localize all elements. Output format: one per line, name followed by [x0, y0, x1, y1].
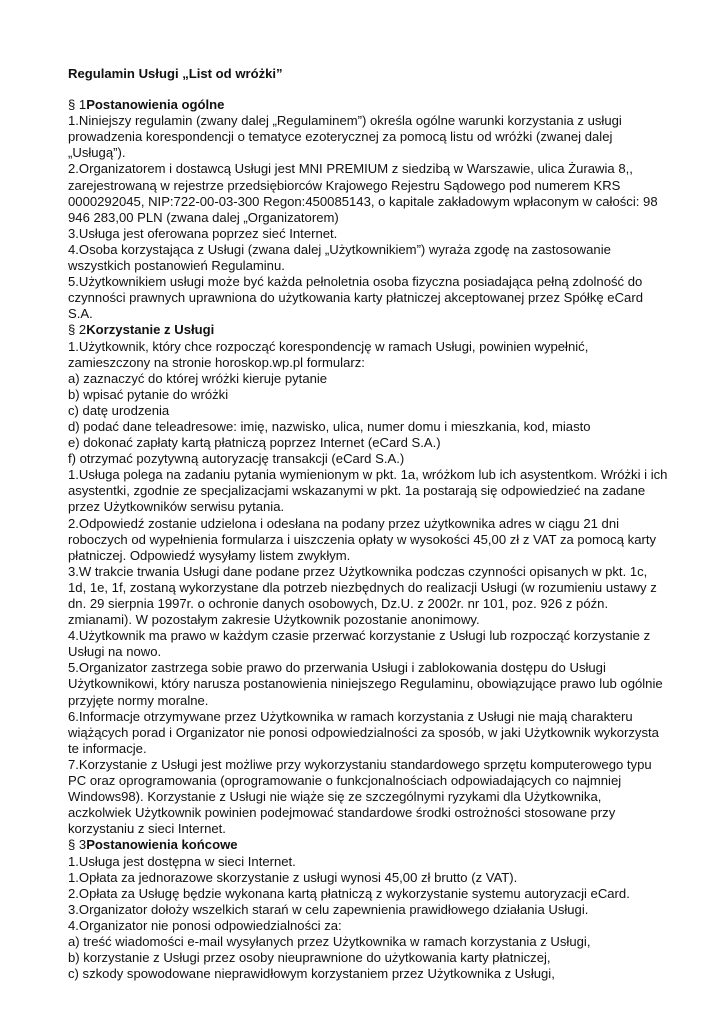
section-1: [68, 97, 668, 322]
paragraph: 4.Użytkownik ma prawo w każdym czasie przerwać korzystanie z Usługi lub rozpocząć korzystanie z Usługi na nowo.: [68, 628, 651, 660]
paragraph: 1.Opłata za jednorazowe skorzystanie z usługi wynosi 45,00 zł brutto (z VAT).: [68, 869, 518, 885]
paragraph: 2.Organizatorem i dostawcą Usługi jest MNI PREMIUM z siedzibą w Warszawie, ulica Żurawia 8,, zarejestrowaną w rejestrze przedsiębiorców Krajowego Rejestru Sądowego pod numerem KRS 0000292045, NIP:722-00-03-300 Regon:450085143, o kapitale zakładowym wpłaconym w całości: 98 946 283,00 PLN (zwana dalej „Organizatorem): [68, 161, 658, 225]
list-item: c) datę urodzenia: [68, 402, 170, 418]
list-item: f) otrzymać pozytywną autoryzację transakcji (eCard S.A.): [68, 451, 405, 467]
list-item: c) szkody spowodowane nieprawidłowym korzystaniem przez Użytkownika z Usługi,: [68, 966, 555, 982]
section-heading: [68, 97, 668, 113]
section-heading: [68, 322, 668, 338]
document-title: Regulamin Usługi „List od wróżki”: [68, 66, 283, 81]
paragraph: 3.W trakcie trwania Usługi dane podane przez Użytkownika podczas czynności opisanych w pkt. 1c, 1d, 1e, 1f, zostaną wykorzystane dla potrzeb niezbędnych do realizacji Usługi (w rozumieniu ustawy z dn. 29 sierpnia 1997r. o ochronie danych osobowych, Dz.U. z 2002r. nr 101, poz. 926 z późn. zmianami). W pozostałym zakresie Użytkownik pozostanie anonimowy.: [68, 563, 657, 628]
paragraph: 3.Usługa jest oferowana poprzez sieć Internet.: [68, 225, 338, 241]
paragraph: 5.Użytkownikiem usługi może być każda pełnoletnia osoba fizyczna posiadająca pełną zdolność do czynności prawnych uprawniona do użytkowania karty płatniczej akceptowanej przez Spółkę eCard S.A.: [68, 274, 643, 322]
section-number: § 3: [68, 837, 87, 853]
paragraph: 6.Informacje otrzymywane przez Użytkownika w ramach korzystania z Usługi nie mają charakteru wiążących porad i Organizator nie ponosi odpowiedzialności za sposób, w jaki Użytkownik wykorzysta te informacje.: [68, 708, 659, 756]
section-3: [68, 837, 668, 982]
paragraph: 3.Organizator dołoży wszelkich starań w celu zapewnienia prawidłowego działania Usługi.: [68, 901, 589, 917]
paragraph: 5.Organizator zastrzega sobie prawo do przerwania Usługi i zablokowania dostępu do Usługi Użytkownikowi, który narusza postanowienia niniejszego Regulaminu, obowiązujące prawo lub ogólnie przyjęte normy moralne.: [68, 660, 663, 708]
section-2: [68, 322, 668, 837]
list-item: a) zaznaczyć do której wróżki kieruje pytanie: [68, 370, 328, 386]
section-number: § 1: [68, 97, 87, 113]
paragraph: 1.Usługa jest dostępna w sieci Internet.: [68, 853, 296, 869]
list-item: d) podać dane teleadresowe: imię, nazwisko, ulica, numer domu i mieszkania, kod, miasto: [68, 418, 591, 434]
paragraph: 1.Usługa polega na zadaniu pytania wymienionym w pkt. 1a, wróżkom lub ich asystentkom. Wróżki i ich asystentki, zgodnie ze specjalizacjami wskazanymi w pkt. 1a postarają się odpowiedzieć na zadane przez Użytkowników serwisu pytania.: [68, 467, 668, 515]
paragraph: 1.Użytkownik, który chce rozpocząć korespondencję w ramach Usługi, powinien wypełnić, zamieszczony na stronie horoskop.wp.pl formularz:: [68, 338, 589, 370]
list-item: a) treść wiadomości e-mail wysyłanych przez Użytkownika w ramach korzystania z Usługi,: [68, 933, 591, 949]
section-title: Postanowienia ogólne: [86, 97, 225, 113]
list-item: b) wpisać pytanie do wróżki: [68, 386, 229, 402]
paragraph: 7.Korzystanie z Usługi jest możliwe przy wykorzystaniu standardowego sprzętu komputerowego typu PC oraz oprogramowania (oprogramowanie o funkcjonalnościach odpowiadających co najmniej Windows98). Korzystanie z Usługi nie wiąże się ze szczególnymi ryzykami dla Użytkownika, aczkolwiek Użytkownik powinien podejmować standardowe środki ostrożności stosowane przy korzystaniu z sieci Internet.: [68, 756, 652, 837]
section-heading: [68, 837, 668, 853]
section-number: § 2: [68, 322, 87, 338]
paragraph: 4.Osoba korzystająca z Usługi (zwana dalej „Użytkownikiem”) wyraża zgodę na zastosowanie wszystkich postanowień Regulaminu.: [68, 241, 611, 274]
section-title: Korzystanie z Usługi: [86, 322, 215, 338]
paragraph: 2.Opłata za Usługę będzie wykonana kartą płatniczą z wykorzystanie systemu autoryzacji eCard.: [68, 885, 630, 901]
document-page: [68, 66, 668, 982]
paragraph: 4.Organizator nie ponosi odpowiedzialności za:: [68, 917, 342, 933]
section-title: Postanowienia końcowe: [86, 837, 238, 853]
list-item: b) korzystanie z Usługi przez osoby nieuprawnione do użytkowania karty płatniczej,: [68, 950, 551, 966]
paragraph: 2.Odpowiedź zostanie udzielona i odesłana na podany przez użytkownika adres w ciągu 21 dni roboczych od wypełnienia formularza i uiszczenia opłaty w wysokości 45,00 zł z VAT za pomocą karty płatniczej. Odpowiedź wysyłamy listem zwykłym.: [68, 515, 657, 563]
list-item: e) dokonać zapłaty kartą płatniczą poprzez Internet (eCard S.A.): [68, 435, 441, 451]
paragraph: 1.Niniejszy regulamin (zwany dalej „Regulaminem”) określa ogólne warunki korzystania z usługi prowadzenia korespondencji o tematyce ezoterycznej za pomocą listu od wróżki (zwanej dalej „Usługą”).: [68, 113, 622, 161]
